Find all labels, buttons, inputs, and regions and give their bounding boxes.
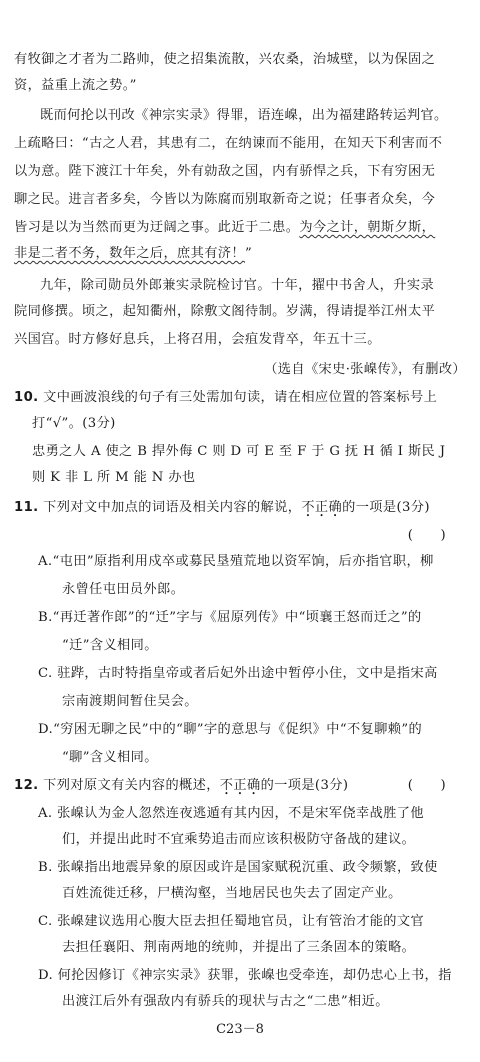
passage-line: 既而何抡以刊改《神宗实录》得罪，语连嵲，出为福建路转运判官。 xyxy=(40,108,448,123)
dotted-char: 不 xyxy=(301,500,315,515)
passage-text: ” xyxy=(245,246,253,261)
question-number: 10. xyxy=(14,390,39,405)
answer-paren[interactable]: ( ) xyxy=(407,528,446,543)
passage-line xyxy=(14,218,466,238)
option-d-cont: “聊”含义相同。 xyxy=(62,750,158,765)
option-a: A. 张嵲认为金人忽然连夜逃遁有其内因，不是宋军侥幸战胜了他 xyxy=(38,806,424,821)
option-c-cont: 去担任襄阳、荆南两地的统帅，并提出了三条固本的策略。 xyxy=(62,940,416,955)
question-stem: 的一项是(3分) xyxy=(260,778,349,793)
question-stem: 下列对文中加点的词语及相关内容的解说， xyxy=(43,500,302,515)
passage-line: 九年，除司勋员外郎兼实录院检讨官。十年，擢中书舍人，升实录 xyxy=(40,278,435,293)
dotted-char: 确 xyxy=(246,778,261,793)
wavy-underlined-sentence: 非是二者不务，数年之后，庶其有济！ xyxy=(14,246,245,261)
passage-line: 兴国宫。时方修好息兵，上将召用，会疽发背卒，年五十三。 xyxy=(14,332,381,347)
question-10-line xyxy=(14,388,466,408)
option-c-cont: 宗南渡期间暂住吴会。 xyxy=(62,694,198,709)
dotted-char: 正 xyxy=(314,500,329,515)
option-c: C. 驻跸，古时特指皇帝或者后妃外出途中暂停小住，文中是指宋高 xyxy=(38,666,438,681)
answer-choices-line: 则 K 非 L 所 M 能 N 办也 xyxy=(32,470,196,485)
question-11-stem xyxy=(14,498,466,518)
option-b-cont: 百姓流徙迁移，尸横沟壑，当地居民也失去了固定产业。 xyxy=(62,886,402,901)
question-number: 11. xyxy=(14,500,39,515)
page-number: C23－8 xyxy=(216,1022,264,1037)
passage-line: 院同修撰。顷之，起知衢州，除敷文阁待制。岁满，得请提举江州太平 xyxy=(14,304,436,319)
option-b-cont: “迁”含义相同。 xyxy=(62,638,158,653)
option-a-cont: 永曾任屯田员外郎。 xyxy=(62,582,185,597)
question-12-stem xyxy=(14,776,466,796)
option-d: D.“穷困无聊之民”中的“聊”字的意思与《促织》中“不复聊赖”的 xyxy=(38,722,423,737)
passage-line: 资，益重上流之势。” xyxy=(14,78,137,93)
dotted-char: 正 xyxy=(233,778,247,793)
option-b: B.“再迁著作郎”的“迁”字与《屈原列传》中“顷襄王怒而迁之”的 xyxy=(38,610,422,625)
question-10-line: 打“√”。(3分) xyxy=(32,416,116,431)
dotted-char: 确 xyxy=(328,500,343,515)
wavy-underlined-sentence: 为今之计，朝斯夕斯， xyxy=(299,220,436,235)
answer-choices-line: 忠勇之人 A 使之 B 捍外侮 C 则 D 可 E 至 F 于 G 抚 H 循 I 斯民 J xyxy=(32,444,446,459)
option-d: D. 何抡因修订《神宗实录》获罪，张嵲也受牵连，却仍忠心上书，指 xyxy=(38,968,452,983)
option-d-cont: 出渡江后外有强敌内有骄兵的现状与古之“二患”相近。 xyxy=(62,994,389,1009)
option-b: B. 张嵲指出地震异象的原因或许是国家赋税沉重、政令频繁，致使 xyxy=(38,860,438,875)
passage-line: 有牧御之才者为二路帅，使之招集流散，兴农桑，治城壁，以为保固之 xyxy=(14,52,436,67)
answer-paren[interactable]: ( ) xyxy=(407,778,446,793)
passage-text: 皆习是以为当然而更为迂阔之事。此近于二患。 xyxy=(14,220,300,235)
passage-line: 聊之民。进言者多矣，今皆以为陈腐而别取新奇之说；任事者众矣，今 xyxy=(14,192,436,207)
option-c: C. 张嵲建议选用心腹大臣去担任蜀地官员，让有管治才能的文官 xyxy=(38,914,425,929)
question-stem: 下列对原文有关内容的概述， xyxy=(43,778,220,793)
dotted-char: 不 xyxy=(219,778,234,793)
question-stem: 的一项是(3分) xyxy=(342,500,430,515)
option-a: A.“屯田”原指利用戍卒或募民垦殖荒地以资军饷，后亦指官职，柳 xyxy=(38,554,434,569)
passage-line xyxy=(14,244,466,264)
passage-source: （选自《宋史·张嵲传》，有删改） xyxy=(264,362,466,377)
question-stem: 文中画波浪线的句子有三处需加句读，请在相应位置的答案标号上 xyxy=(43,390,438,405)
passage-line: 上疏略曰：“古之人君，其患有二，在纳谏而不能用，在知天下利害而不 xyxy=(14,136,443,151)
passage-line: 以为意。陛下渡江十年矣，外有勍敌之国，内有骄悍之兵，下有穷困无 xyxy=(14,164,436,179)
question-number: 12. xyxy=(14,778,39,793)
option-a-cont: 们，并提出此时不宜乘势追击而应该积极防守备战的建议。 xyxy=(62,832,416,847)
